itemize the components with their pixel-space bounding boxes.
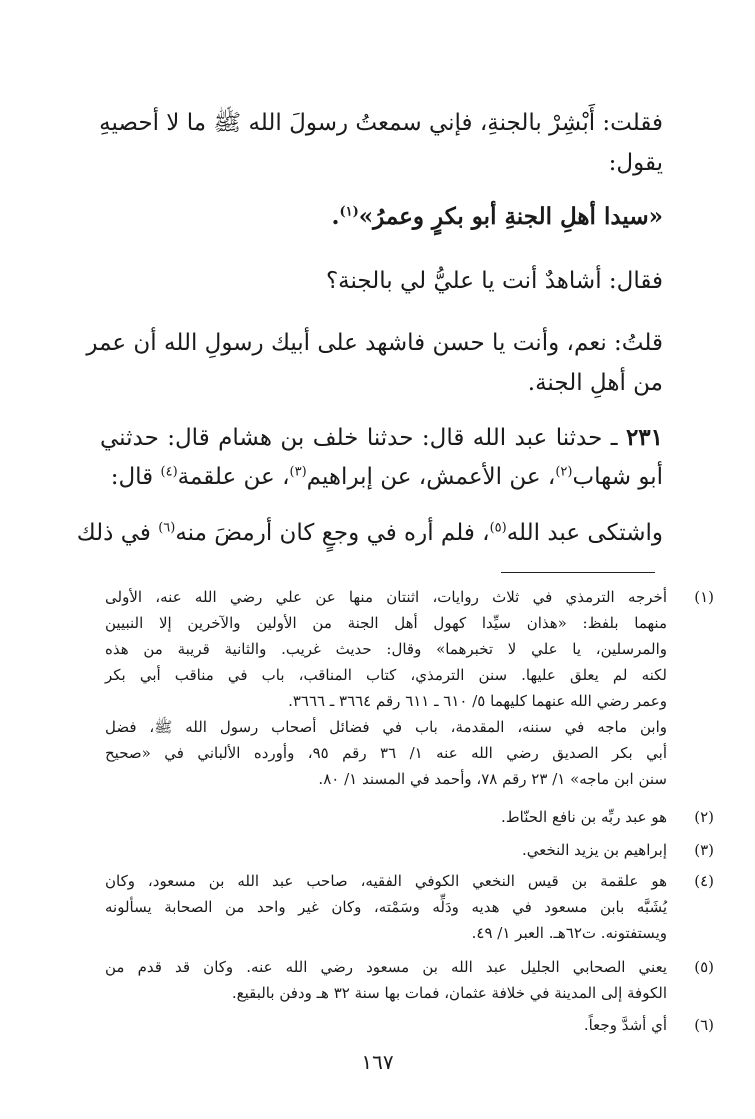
footnote-marker: (٥) — [489, 520, 507, 536]
footnote-line: منهما بلفظ: «هذان سيِّدا كهول أهل الجنة من الأولين والآخرين إلا النبيين — [105, 614, 667, 632]
page-number: ١٦٧ — [361, 1050, 394, 1074]
main-line-1 — [100, 108, 663, 138]
main-text: في ذلك — [76, 520, 159, 546]
footnote-2 — [105, 805, 667, 831]
main-text: قال: — [110, 464, 161, 490]
footnote-marker: (٤) — [160, 464, 178, 480]
footnote-line: يُشَبَّه بابن مسعود في هديه ودَلِّه وسَمْته، وكان غير واحد من الصحابة يسألونه — [105, 898, 667, 916]
footnote-number: (٤) — [694, 872, 714, 890]
main-line-4 — [100, 266, 663, 296]
main-text: من أهلِ الجنة. — [527, 370, 663, 396]
main-text: ، فلم أره في وجعٍ كان أرمضَ منه — [175, 520, 490, 546]
main-line-last — [76, 518, 663, 548]
footnote-separator — [501, 572, 655, 573]
main-text: حدثنا عبد الله قال: حدثنا خلف بن هشام قال: حدثني — [100, 425, 603, 451]
main-text: ، عن علقمة — [177, 464, 290, 490]
footnote-line: هو عبد ربِّه بن نافع الحنّاط. — [501, 808, 667, 826]
footnote-number: (٢) — [694, 808, 714, 826]
hadith-line-1 — [100, 423, 663, 453]
footnote-4 — [105, 869, 667, 947]
footnote-line: هو علقمة بن قيس النخعي الكوفي الفقيه، صاحب عبد الله بن مسعود، وكان — [105, 872, 667, 890]
main-text: فقلت: أَبْشِرْ بالجنةِ، فإني سمعتُ رسولَ الله ﷺ ما لا أحصيهِ — [99, 110, 663, 136]
hadith-line-2 — [100, 462, 663, 492]
footnote-line: ويستفتونه. ت٦٢هـ. العبر ١/ ٤٩. — [471, 924, 667, 942]
hadith-dash: ـ — [602, 425, 626, 451]
main-text: واشتكى عبد الله — [506, 520, 663, 546]
main-text: ، عن الأعمش، عن إبراهيم — [306, 464, 556, 490]
hadith-number: ٢٣١ — [625, 424, 663, 451]
footnote-number: (١) — [694, 588, 714, 606]
footnote-line: لكنه لم يعلق عليها. سنن الترمذي، كتاب المناقب، باب في مناقب أبي بكر — [105, 666, 667, 684]
footnote-5 — [105, 955, 667, 1007]
prophetic-quote: «سيدا أهلِ الجنةِ أبو بكرٍ وعمرُ» — [358, 203, 663, 230]
footnote-line: الكوفة إلى المدينة في خلافة عثمان، فمات بها سنة ٣٢ هـ ودفن بالبقيع. — [231, 984, 667, 1002]
footnote-line: أي أشدَّ وجعاً. — [583, 1016, 667, 1034]
main-line-2 — [100, 148, 663, 178]
main-line-5 — [86, 328, 663, 358]
footnote-3 — [105, 838, 667, 864]
footnote-line: يعني الصحابي الجليل عبد الله بن مسعود رضي الله عنه. وكان قد قدم من — [105, 958, 667, 976]
footnote-marker: (٢) — [555, 464, 573, 480]
footnote-line: أخرجه الترمذي في ثلاث روايات، اثنتان منها عن علي رضي الله عنه، الأولى — [105, 588, 667, 606]
main-text: يقول: — [608, 150, 663, 176]
footnote-line: وابن ماجه في سننه، المقدمة، باب في فضائل أصحاب رسول الله ﷺ، فضل — [105, 718, 667, 736]
main-text: فقال: أشاهدٌ أنت يا عليُّ لي بالجنة؟ — [325, 268, 663, 294]
footnote-number: (٥) — [694, 958, 714, 976]
footnote-line: أبي بكر الصديق رضي الله عنه ١/ ٣٦ رقم ٩٥، وأورده الألباني في «صحيح — [105, 744, 667, 762]
footnote-6 — [105, 1013, 667, 1039]
footnote-line: إبراهيم بن يزيد النخعي. — [521, 841, 667, 859]
footnote-number: (٦) — [694, 1016, 714, 1034]
quote-end: . — [331, 203, 340, 230]
main-text: قلتُ: نعم، وأنت يا حسن فاشهد على أبيك رسولِ الله أن عمر — [86, 330, 663, 356]
footnote-marker: (٦) — [158, 520, 176, 536]
footnote-number: (٣) — [694, 841, 714, 859]
footnote-line: سنن ابن ماجه» ١/ ٢٣ رقم ٧٨، وأحمد في المسند ١/ ٨٠. — [318, 770, 667, 788]
footnote-line: والمرسلين، يا علي لا تخبرهما» وقال: حديث غريب. والثانية قريبة من هذه — [105, 640, 667, 658]
hadith-quote-line — [100, 202, 663, 232]
main-text: أبو شهاب — [572, 464, 663, 490]
footnote-1 — [105, 585, 667, 793]
footnote-marker: (٣) — [289, 464, 307, 480]
footnote-line: وعمر رضي الله عنهما كليهما ٥/ ٦١٠ ـ ٦١١ رقم ٣٦٦٤ ـ ٣٦٦٦. — [288, 692, 667, 710]
main-line-6 — [100, 368, 663, 398]
footnote-marker: (١) — [339, 204, 359, 220]
